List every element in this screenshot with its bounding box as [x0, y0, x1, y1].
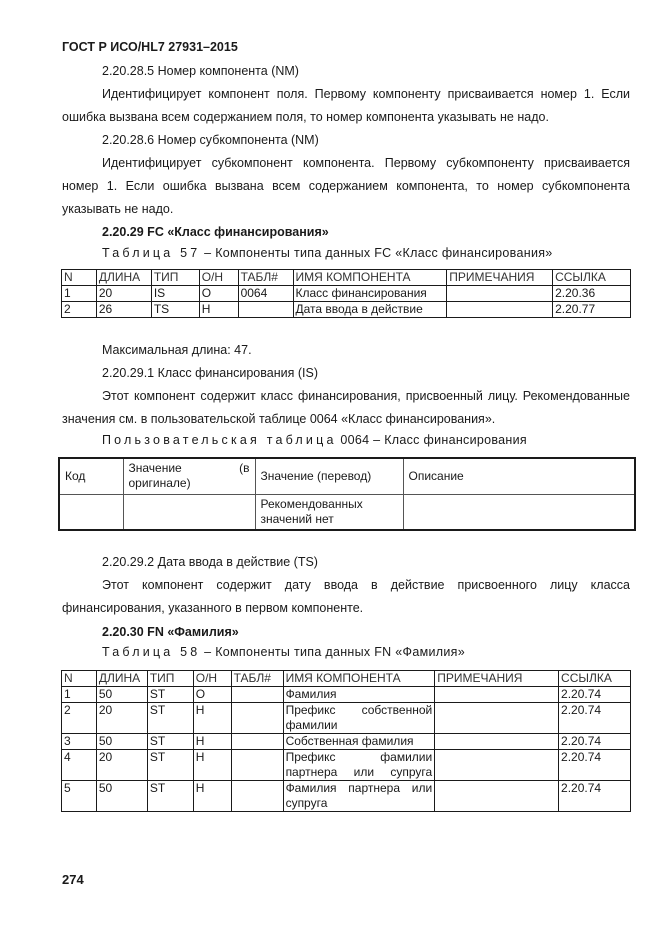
table-cell: ST: [147, 703, 193, 734]
table-header-cell: ИМЯ КОМПОНЕНТА: [293, 270, 447, 286]
paragraph-subcomponent: Идентифицирует субкомпонент компонента. Первому субкомпоненту присваивается номер 1. Если ошибка вызвана всем содержанием компонента, то номер субкомпонента указывать не надо.: [62, 156, 630, 216]
table-cell: 2.20.74: [559, 734, 631, 750]
table-cell: 3: [62, 734, 97, 750]
table-cell: H: [193, 703, 231, 734]
table-cell: Префикс фамилии партнера или супруга: [283, 750, 435, 781]
table-cell: H: [193, 750, 231, 781]
paragraph-nm: Идентифицирует компонент поля. Первому компоненту присваивается номер 1. Если ошибка вызвана всем содержанием поля, то номер компонента указывать не надо.: [62, 87, 630, 124]
table-cell: ST: [147, 734, 193, 750]
table-57: [61, 269, 631, 318]
table-cell: H: [199, 302, 238, 318]
table-cell: [435, 703, 559, 734]
table-header-cell: ДЛИНА: [96, 671, 147, 687]
heading-fc: 2.20.29 FC «Класс финансирования»: [102, 225, 329, 239]
table-cell: Собственная фамилия: [283, 734, 435, 750]
table-cell: O: [193, 687, 231, 703]
table-cell: 2.20.74: [559, 750, 631, 781]
table-cell: [231, 750, 283, 781]
table-row: [62, 734, 631, 750]
table-row: [62, 750, 631, 781]
table-cell: 2: [62, 302, 97, 318]
heading-fn: 2.20.30 FN «Фамилия»: [102, 625, 239, 639]
caption-user-table: [102, 433, 527, 447]
heading-fc-class: 2.20.29.1 Класс финансирования (IS): [102, 366, 318, 380]
table-cell: Фамилия партнера или супруга: [283, 781, 435, 812]
table-header-cell: О/Н: [199, 270, 238, 286]
table-cell: 2: [62, 703, 97, 734]
table-header-row: [62, 270, 631, 286]
table-cell: 2.20.74: [559, 703, 631, 734]
table-cell: H: [193, 781, 231, 812]
table-cell: 2.20.36: [553, 286, 631, 302]
table-cell: 20: [96, 703, 147, 734]
table-cell: [231, 703, 283, 734]
table-cell: 4: [62, 750, 97, 781]
caption-table-58: [102, 645, 465, 659]
table-cell: 2.20.77: [553, 302, 631, 318]
section-heading: [62, 60, 630, 83]
page-number: 274: [62, 872, 84, 887]
user-table-cell: Рекомендованных значений нет: [255, 494, 403, 530]
table-row: [62, 687, 631, 703]
user-table-header-description: Описание: [403, 458, 635, 494]
max-length: Максимальная длина: 47.: [102, 343, 252, 357]
user-table-header-original: Значение (в оригинале): [123, 458, 255, 494]
table-cell: IS: [151, 286, 199, 302]
table-header-cell: N: [62, 270, 97, 286]
table-cell: 5: [62, 781, 97, 812]
user-table-header-code: Код: [59, 458, 123, 494]
user-table-header-translation: Значение (перевод): [255, 458, 403, 494]
table-cell: 20: [96, 750, 147, 781]
paragraph-fc-class: Этот компонент содержит класс финансирования, присвоенный лицу. Рекомендованные значения см. в пользовательской таблице 0064 «Класс финансирования».: [62, 389, 630, 426]
table-cell: 26: [96, 302, 151, 318]
caption-text: – Компоненты типа данных FC «Класс финансирования»: [200, 246, 553, 260]
heading-subcomponent: 2.20.28.6 Номер субкомпонента (NM): [102, 133, 319, 147]
table-header-cell: О/Н: [193, 671, 231, 687]
table-header-cell: ДЛИНА: [96, 270, 151, 286]
table-cell: O: [199, 286, 238, 302]
table-header-cell: N: [62, 671, 97, 687]
table-cell: 2.20.74: [559, 781, 631, 812]
table-header-row: [62, 671, 631, 687]
table-row: [62, 703, 631, 734]
table-cell: Фамилия: [283, 687, 435, 703]
table-header-cell: ТИП: [151, 270, 199, 286]
table-58: [61, 670, 631, 812]
table-cell: [435, 781, 559, 812]
table-cell: 50: [96, 734, 147, 750]
table-cell: [231, 781, 283, 812]
table-cell: 2.20.74: [559, 687, 631, 703]
caption-prefix: Пользовательская таблица: [102, 433, 337, 447]
paragraph-ts: Этот компонент содержит дату ввода в действие присвоенного лицу класса финансирования, указанного в первом компоненте.: [62, 578, 630, 615]
table-header-cell: ТИП: [147, 671, 193, 687]
table-cell: 20: [96, 286, 151, 302]
table-cell: ST: [147, 750, 193, 781]
caption-prefix: Таблица 57: [102, 246, 201, 260]
table-cell: Префикс собственной фамилии: [283, 703, 435, 734]
caption-prefix: Таблица 58: [102, 645, 201, 659]
table-cell: H: [193, 734, 231, 750]
heading-nm: 2.20.28.5 Номер компонента (NM): [102, 64, 299, 78]
table-row: [62, 781, 631, 812]
table-cell: 50: [96, 687, 147, 703]
user-table-cell: [59, 494, 123, 530]
table-header-cell: ИМЯ КОМПОНЕНТА: [283, 671, 435, 687]
caption-table-57: [102, 246, 553, 260]
table-row: [62, 286, 631, 302]
document-header: ГОСТ Р ИСО/HL7 27931–2015: [62, 40, 238, 54]
section-heading-2: [62, 129, 630, 152]
table-cell: Класс финансирования: [293, 286, 447, 302]
table-cell: [435, 750, 559, 781]
table-header-cell: ПРИМЕЧАНИЯ: [447, 270, 553, 286]
table-cell: ST: [147, 687, 193, 703]
caption-text: – Компоненты типа данных FN «Фамилия»: [200, 645, 465, 659]
table-cell: [435, 734, 559, 750]
table-cell: [435, 687, 559, 703]
table-cell: [238, 302, 293, 318]
table-header-cell: ССЫЛКА: [553, 270, 631, 286]
table-header-cell: ТАБЛ#: [231, 671, 283, 687]
table-cell: [447, 286, 553, 302]
table-cell: [231, 734, 283, 750]
table-cell: [231, 687, 283, 703]
table-cell: 50: [96, 781, 147, 812]
table-header-cell: ПРИМЕЧАНИЯ: [435, 671, 559, 687]
table-cell: Дата ввода в действие: [293, 302, 447, 318]
user-table-cell: [123, 494, 255, 530]
table-header-cell: ТАБЛ#: [238, 270, 293, 286]
heading-ts: 2.20.29.2 Дата ввода в действие (TS): [102, 555, 318, 569]
table-cell: 1: [62, 286, 97, 302]
user-table-0064: [58, 457, 636, 531]
table-cell: 1: [62, 687, 97, 703]
table-cell: ST: [147, 781, 193, 812]
user-table-cell: [403, 494, 635, 530]
table-cell: [447, 302, 553, 318]
table-header-cell: ССЫЛКА: [559, 671, 631, 687]
table-cell: 0064: [238, 286, 293, 302]
caption-text: 0064 – Класс финансирования: [336, 433, 527, 447]
table-row: [62, 302, 631, 318]
table-cell: TS: [151, 302, 199, 318]
